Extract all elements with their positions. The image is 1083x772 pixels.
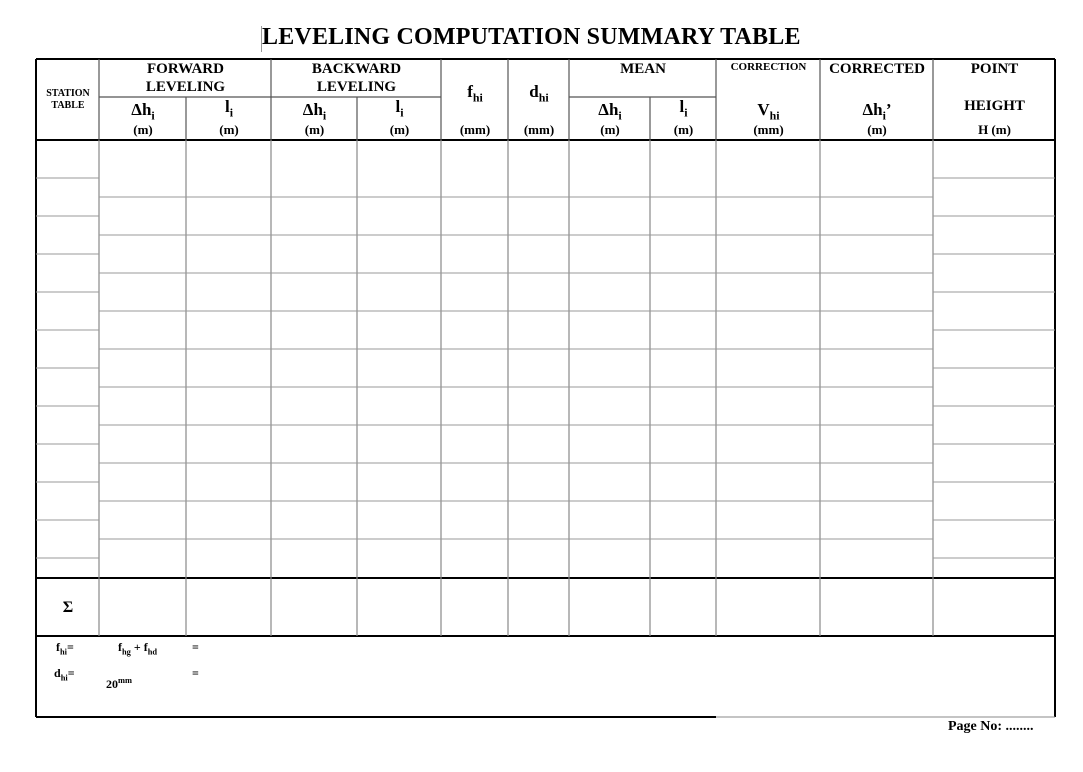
unit-correction: (mm)	[753, 122, 784, 137]
backward-header-line2: LEVELING	[316, 79, 397, 95]
dhi-formula-label: $d_{hi}=$	[54, 666, 75, 683]
backward-l-header: $l_i$	[395, 97, 404, 120]
unit-backward-dh: (m)	[304, 122, 325, 137]
dhi-formula-equals: =	[192, 666, 199, 680]
station-header-line2: TABLE	[51, 100, 85, 111]
page-title: LEVELING COMPUTATION SUMMARY TABLE	[262, 24, 801, 50]
unit-mean-l: (m)	[673, 122, 694, 137]
corrected-dh-header: $\Delta h_i$’	[862, 100, 892, 123]
correction-v-header: $V_{hi}$	[757, 100, 780, 123]
unit-mean-dh: (m)	[600, 122, 620, 137]
backward-dh-header: $\Delta h_i$	[302, 100, 327, 123]
point-header: POINT	[970, 61, 1019, 77]
mean-header: MEAN	[620, 61, 666, 77]
dhi-formula-expression: $20^{mm}$	[106, 676, 132, 691]
forward-dh-header: $\Delta h_i$	[131, 100, 155, 123]
fhi-formula-equals: =	[192, 640, 199, 654]
page-number: Page No: ........	[948, 719, 1034, 734]
unit-backward-l: (m)	[389, 122, 410, 137]
height-header: HEIGHT	[964, 98, 1025, 114]
unit-dhi: (mm)	[523, 122, 555, 137]
unit-forward-l: (m)	[219, 122, 239, 137]
correction-header: CORRECTION	[730, 61, 807, 73]
forward-header-line2: LEVELING	[145, 79, 226, 95]
unit-corrected: (m)	[867, 122, 887, 137]
mean-dh-header: $\Delta h_i$	[598, 100, 622, 123]
station-header-line1: STATION	[46, 88, 90, 99]
fhi-formula-label: $f_{hi}=$	[56, 640, 74, 657]
dhi-header: $d_{hi}$	[529, 82, 549, 105]
forward-l-header: $l_i$	[224, 97, 234, 120]
fhi-header: $f_{hi}$	[467, 82, 483, 105]
fhi-formula-expression: $f_{hg} + f_{hd}$	[118, 640, 158, 657]
mean-l-header: $l_i$	[679, 97, 688, 120]
backward-header-line1: BACKWARD	[311, 61, 402, 77]
forward-header-line1: FORWARD	[147, 61, 224, 77]
corrected-header: CORRECTED	[829, 61, 925, 77]
sum-label: Σ	[62, 599, 74, 616]
unit-forward-dh: (m)	[133, 122, 153, 137]
unit-fhi: (mm)	[459, 122, 491, 137]
unit-height: H (m)	[978, 122, 1011, 137]
